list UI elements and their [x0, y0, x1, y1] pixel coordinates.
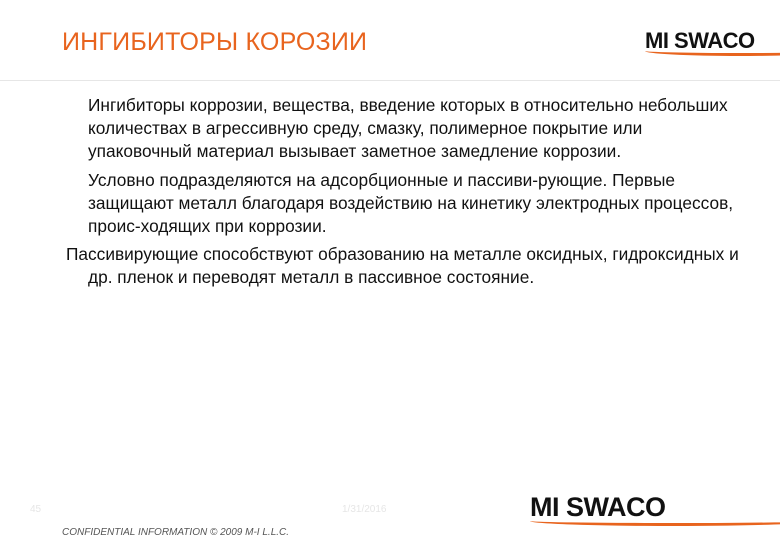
paragraph-passivating: Пассивирующие способствуют образованию на металле оксидных, гидроксидных и др. пленок и переводят металл в пассивное состояние.	[66, 244, 739, 288]
logo-text: MI SWACO	[645, 28, 755, 53]
slide-number: 45	[30, 504, 42, 515]
confidential-footer: CONFIDENTIAL INFORMATION © 2009 M-I L.L.C.	[62, 527, 290, 538]
company-logo-bottom	[530, 494, 666, 521]
company-logo-top	[645, 30, 755, 52]
paragraph-definition: Ингибиторы коррозии, вещества, введение которых в относительно небольших количествах в агрессивную среду, смазку, полимерное покрытие или упаковочный материал вызывает заметное замедление коррозии.	[88, 95, 728, 162]
paragraph-classification: Условно подразделяются на адсорбционные и пассиви-рующие. Первые защищают металл благодаря воздействию на кинетику электродных процессов, проис-ходящих при коррозии.	[88, 169, 734, 237]
logo-swoosh-icon	[645, 46, 780, 56]
slide-date: 1/31/2016	[342, 504, 387, 515]
title-divider	[0, 80, 780, 81]
slide-body	[66, 94, 746, 295]
logo-swoosh-icon	[530, 516, 780, 526]
slide-title: ИНГИБИТОРЫ КОРОЗИИ	[62, 28, 368, 56]
logo-text: MI SWACO	[530, 492, 666, 522]
